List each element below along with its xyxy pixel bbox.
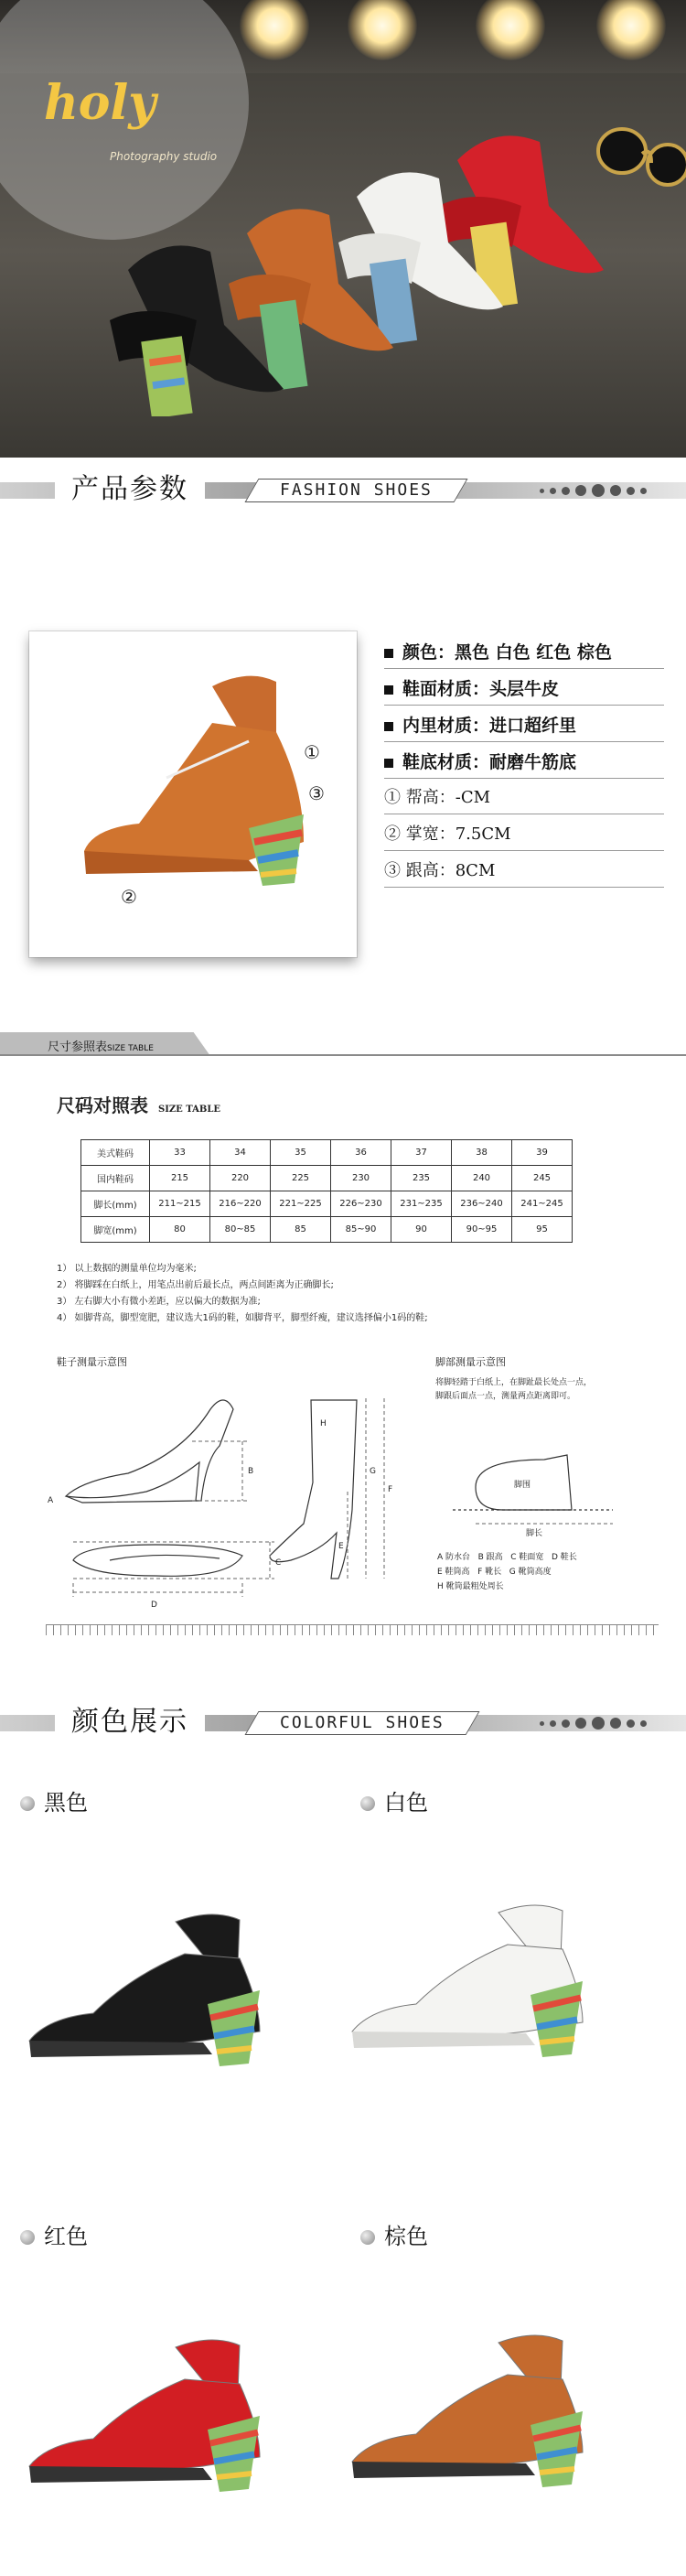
size-note: 1） 以上数据的测量单位均为毫米; — [57, 1264, 197, 1274]
param-item: 鞋底材质：耐磨牛筋底 — [384, 749, 576, 773]
section-title-cn: 产品参数 — [55, 471, 205, 508]
shoe-diagram-title: 鞋子测量示意图 — [57, 1356, 127, 1368]
color-label-black: 黑色 — [20, 1784, 88, 1816]
section-title-en: FASHION SHOES — [244, 479, 467, 502]
size-table-title: 尺码对照表 SIZE TABLE — [57, 1094, 221, 1116]
param-item: 颜色：黑色 白色 红色 棕色 — [384, 639, 612, 663]
param-item: 鞋面材质：头层牛皮 — [384, 675, 559, 700]
photo-marker-2: ② — [121, 886, 137, 908]
size-note: 2） 将脚踩在白纸上，用笔点出前后最长点，两点间距离为正确脚长; — [57, 1280, 334, 1290]
logo-subtitle: Photography studio — [110, 150, 218, 163]
section-header-params — [0, 471, 686, 508]
letter-a: A — [48, 1496, 54, 1505]
section-header-colors — [0, 1704, 686, 1741]
red-sandal-image — [20, 2329, 276, 2494]
letter-b: B — [248, 1467, 254, 1476]
decorative-dots — [540, 484, 647, 497]
size-note: 3） 左右脚大小有微小差距，应以偏大的数据为准; — [57, 1297, 261, 1307]
letter-c: C — [275, 1558, 282, 1568]
hero-banner — [0, 0, 686, 458]
ruler-divider — [46, 1624, 659, 1635]
measure-item: ② 掌宽：7.5CM — [384, 825, 511, 844]
foot-length-label: 脚长 — [526, 1529, 543, 1538]
color-label-brown: 棕色 — [360, 2218, 428, 2250]
section-title-cn: 颜色展示 — [55, 1704, 205, 1741]
color-label-white: 白色 — [360, 1784, 428, 1816]
letter-d: D — [151, 1601, 157, 1610]
table-row: 美式鞋码 33 34 35 36 37 38 39 — [81, 1140, 573, 1166]
foot-instructions: 将脚轻踏于白纸上，在脚趾最长处点一点， 脚跟后面点一点，测量两点距离即可。 — [435, 1378, 593, 1401]
product-photo — [29, 631, 357, 957]
size-section-header — [0, 1032, 686, 1056]
size-table — [80, 1139, 573, 1243]
section-title-en: COLORFUL SHOES — [244, 1711, 479, 1735]
foot-diagram-title: 脚部测量示意图 — [435, 1356, 506, 1368]
letter-e: E — [338, 1542, 344, 1551]
brown-sandal-image — [343, 2324, 599, 2489]
decorative-dots — [540, 1717, 647, 1730]
logo: holy — [44, 75, 156, 131]
white-sandal-image — [343, 1894, 599, 2059]
letter-g: G — [370, 1467, 376, 1476]
table-row: 脚长(mm) 211~215 216~220 221~225 226~230 231~235 236~240 241~245 — [81, 1191, 573, 1217]
letter-h: H — [320, 1419, 327, 1428]
table-row: 脚宽(mm) 80 80~85 85 85~90 90 90~95 95 — [81, 1217, 573, 1243]
color-label-red: 红色 — [20, 2218, 88, 2250]
hero-sandals-image — [110, 87, 622, 416]
measure-item: ① 帮高：-CM — [384, 788, 491, 807]
size-note: 4） 如脚背高，脚型宽肥，建议选大1码的鞋，如脚背平，脚型纤瘦，建议选择偏小1码的鞋; — [57, 1313, 428, 1323]
diagram-legend: A 防水台 B 跟高 C 鞋面宽 D 鞋长 E 鞋筒高 F 靴长 G 靴筒高度 H 靴筒最粗处周长 — [437, 1553, 577, 1591]
black-sandal-image — [20, 1903, 276, 2068]
photo-marker-1: ① — [304, 741, 320, 763]
letter-f: F — [388, 1485, 393, 1494]
photo-marker-3: ③ — [308, 782, 325, 804]
table-row: 国内鞋码 215 220 225 230 235 240 245 — [81, 1166, 573, 1191]
param-item: 内里材质：进口超纤里 — [384, 712, 576, 737]
size-tab-label: 尺寸参照表SIZE TABLE — [48, 1040, 154, 1054]
foot-width-label: 脚围 — [514, 1481, 531, 1490]
measure-item: ③ 跟高：8CM — [384, 861, 496, 880]
